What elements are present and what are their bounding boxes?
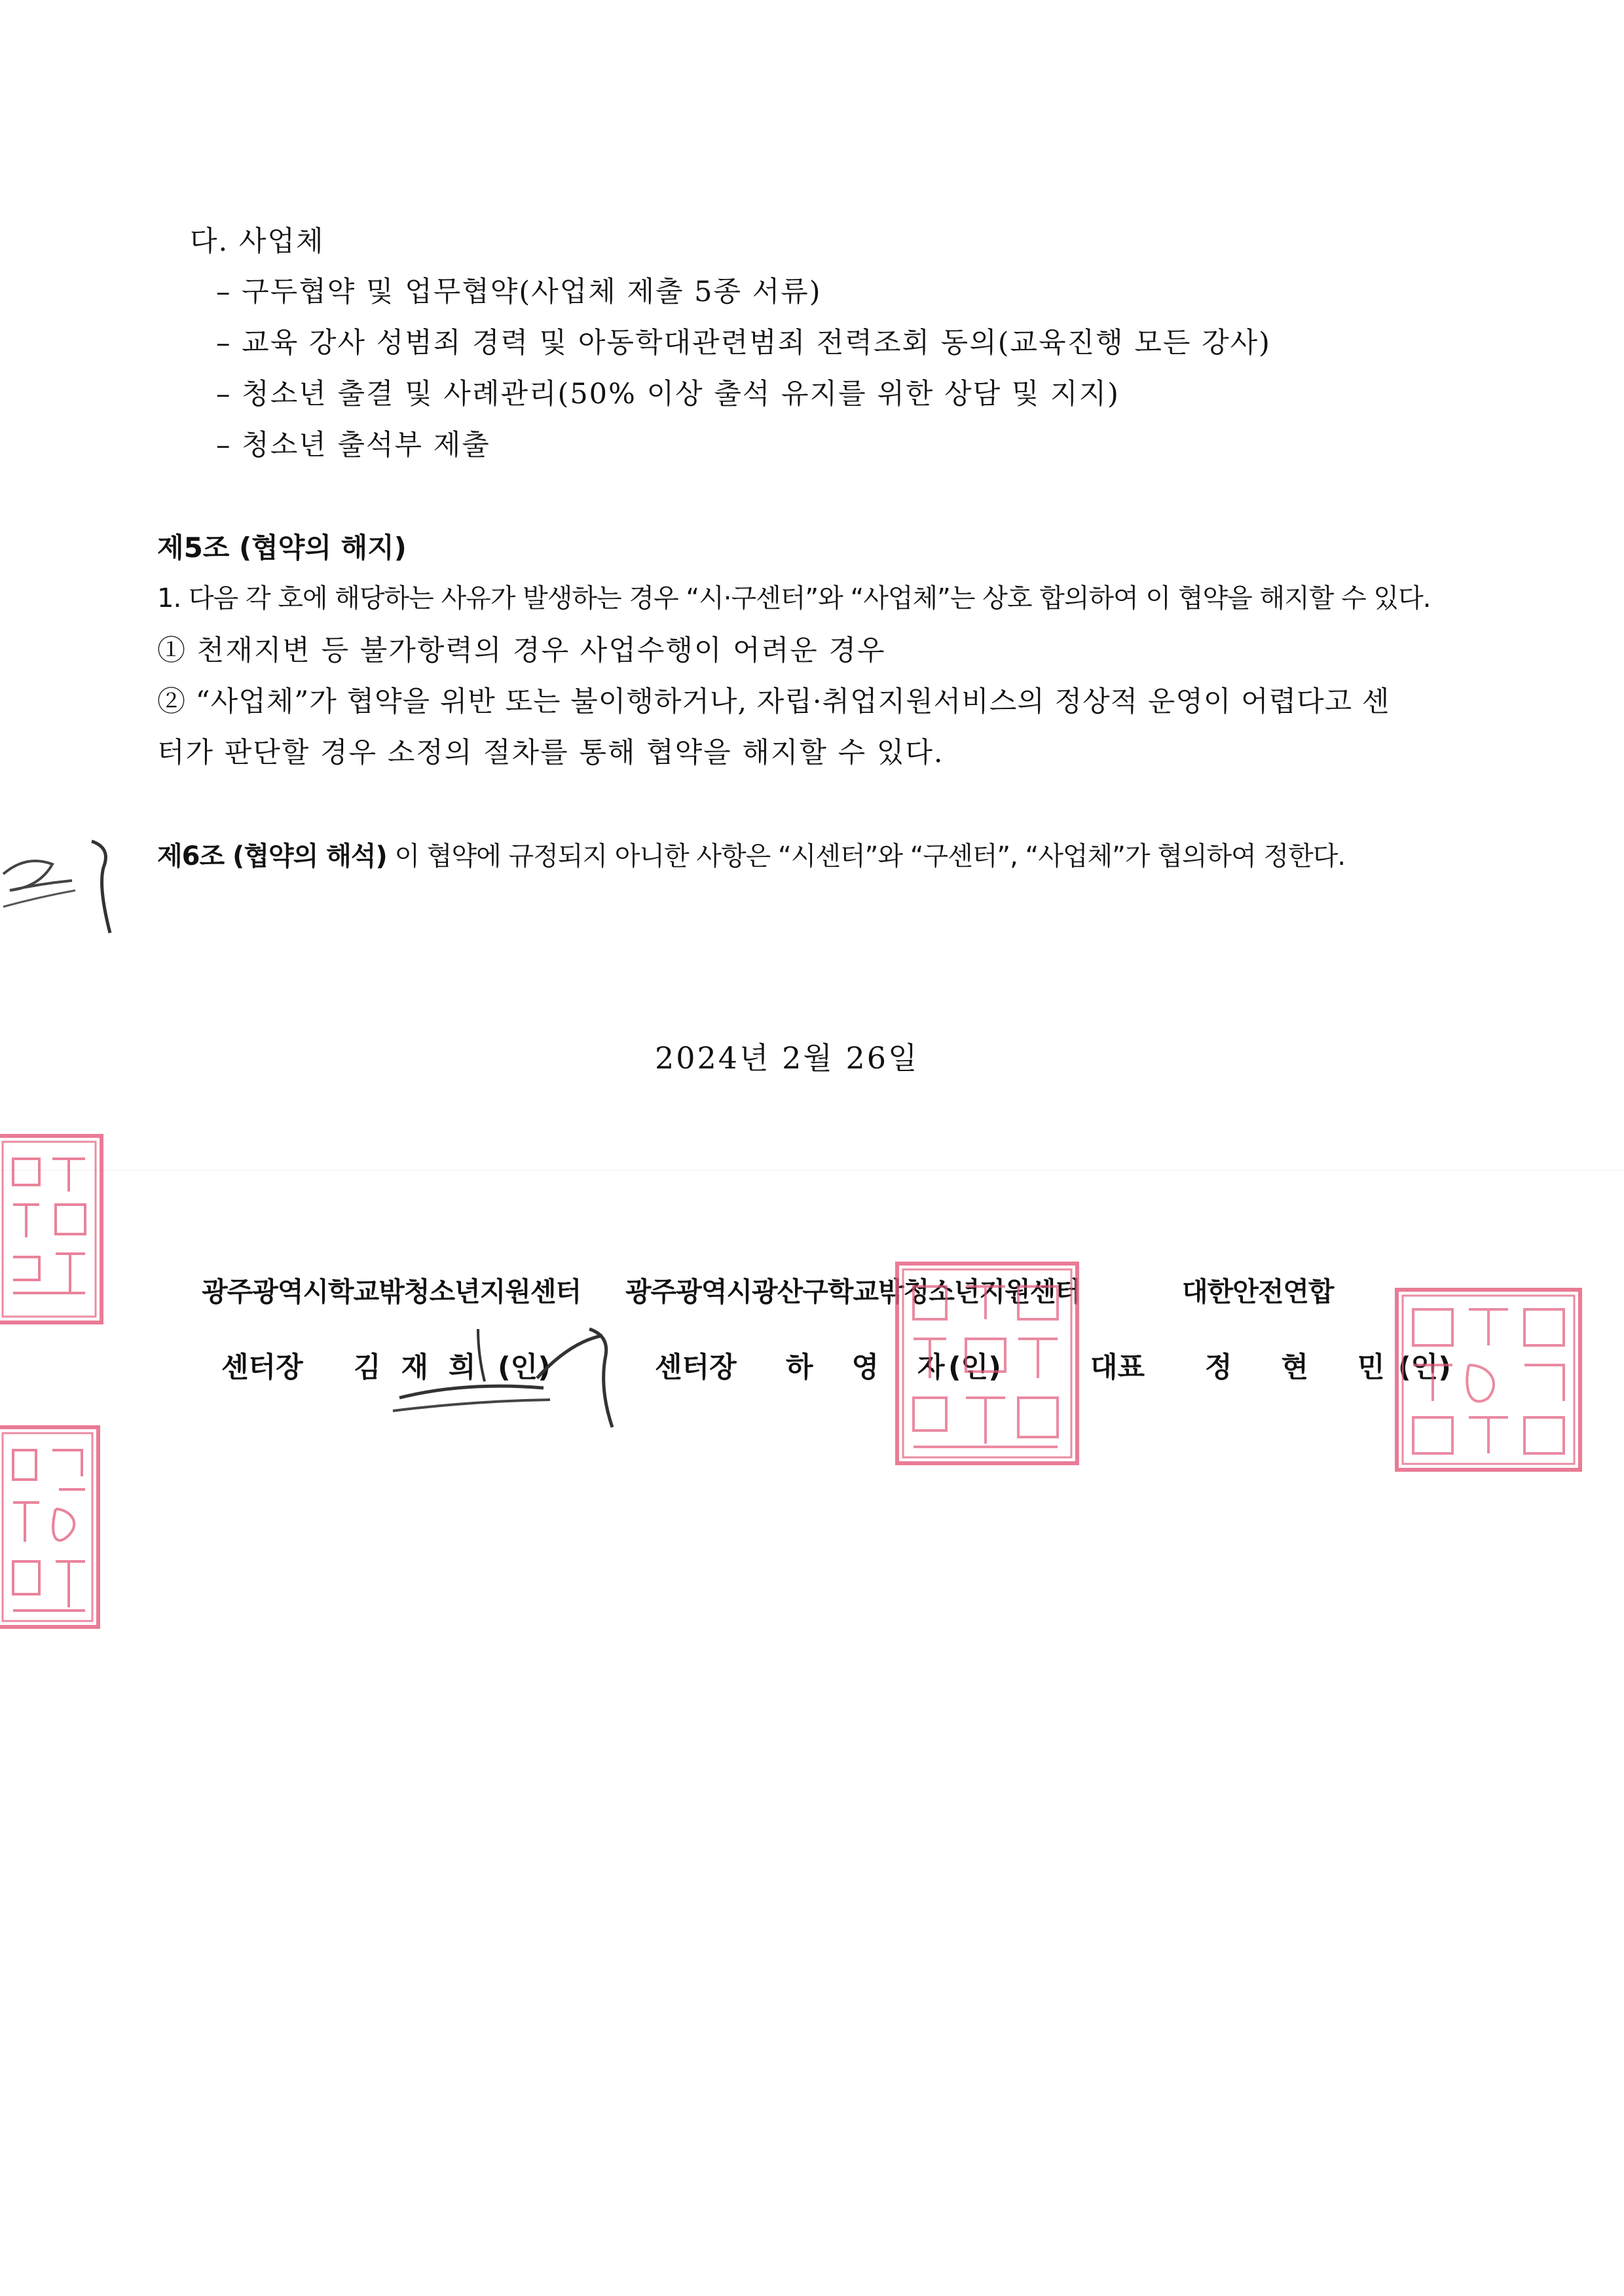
page-fold-line: [0, 1170, 1624, 1171]
section-da-item-1: – 구두협약 및 업무협약(사업체 제출 5종 서류): [216, 276, 822, 308]
sig-city-name: 김 재 희: [354, 1351, 481, 1384]
org-gwangsan-center: 광주광역시광산구학교밖청소년지원센터: [625, 1276, 1080, 1307]
article5-item2a: ② “사업체”가 협약을 위반 또는 불이행하거나, 자립·취업지원서비스의 정상적 운영이 어렵다고 센: [157, 685, 1390, 718]
article5-title: 제5조 (협약의 해지): [157, 532, 407, 564]
sig-gwangsan-seal: (인): [948, 1351, 1001, 1384]
article5-line1: 1. 다음 각 호에 해당하는 사유가 발생하는 경우 “시·구센터”와 “사업체”는 상호 합의하여 이 협약을 해지할 수 있다.: [157, 583, 1431, 613]
sig-gwangsan-role: 센터장: [655, 1351, 737, 1384]
article6-title: 제6조 (협약의 해석): [157, 841, 387, 871]
sig-gwangsan-name: 하 영 자: [786, 1351, 959, 1384]
section-da-title: 다. 사업체: [190, 225, 325, 258]
seal-union-left: [0, 1424, 105, 1633]
sig-city-seal: (인): [498, 1351, 551, 1384]
seal-safety-union: [1393, 1286, 1587, 1476]
seal-gwangsan-center: [894, 1260, 1084, 1470]
org-safety-union: 대한안전연합: [1182, 1276, 1334, 1307]
section-da-item-2: – 교육 강사 성범죄 경력 및 아동학대관련범죄 전력조회 동의(교육진행 모든 강사): [216, 327, 1271, 359]
director-signature: [386, 1316, 629, 1443]
article6-text: 이 협약에 규정되지 아니한 사항은 “시센터”와 “구센터”, “사업체”가 협의하여 정한다.: [386, 841, 1346, 871]
seal-city-center-top: [0, 1133, 108, 1329]
org-city-center: 광주광역시학교밖청소년지원센터: [202, 1276, 581, 1307]
sig-union-role: 대표: [1090, 1351, 1145, 1384]
sig-city-role: 센터장: [221, 1351, 303, 1384]
article5-item2b: 터가 판단할 경우 소정의 절차를 통해 협약을 해지할 수 있다.: [157, 737, 944, 769]
agreement-date: 2024년 2월 26일: [655, 1040, 919, 1076]
section-da-item-3: – 청소년 출결 및 사례관리(50% 이상 출석 유지를 위한 상담 및 지지): [216, 378, 1120, 410]
article5-item1: ① 천재지변 등 불가항력의 경우 사업수행이 어려운 경우: [157, 634, 886, 667]
sig-union-seal: (인): [1398, 1351, 1451, 1384]
section-da-item-4: – 청소년 출석부 제출: [216, 429, 490, 462]
sig-union-name: 정 현 민: [1205, 1351, 1405, 1384]
margin-signature-top: [0, 828, 131, 962]
article6-paragraph: [157, 835, 1345, 873]
